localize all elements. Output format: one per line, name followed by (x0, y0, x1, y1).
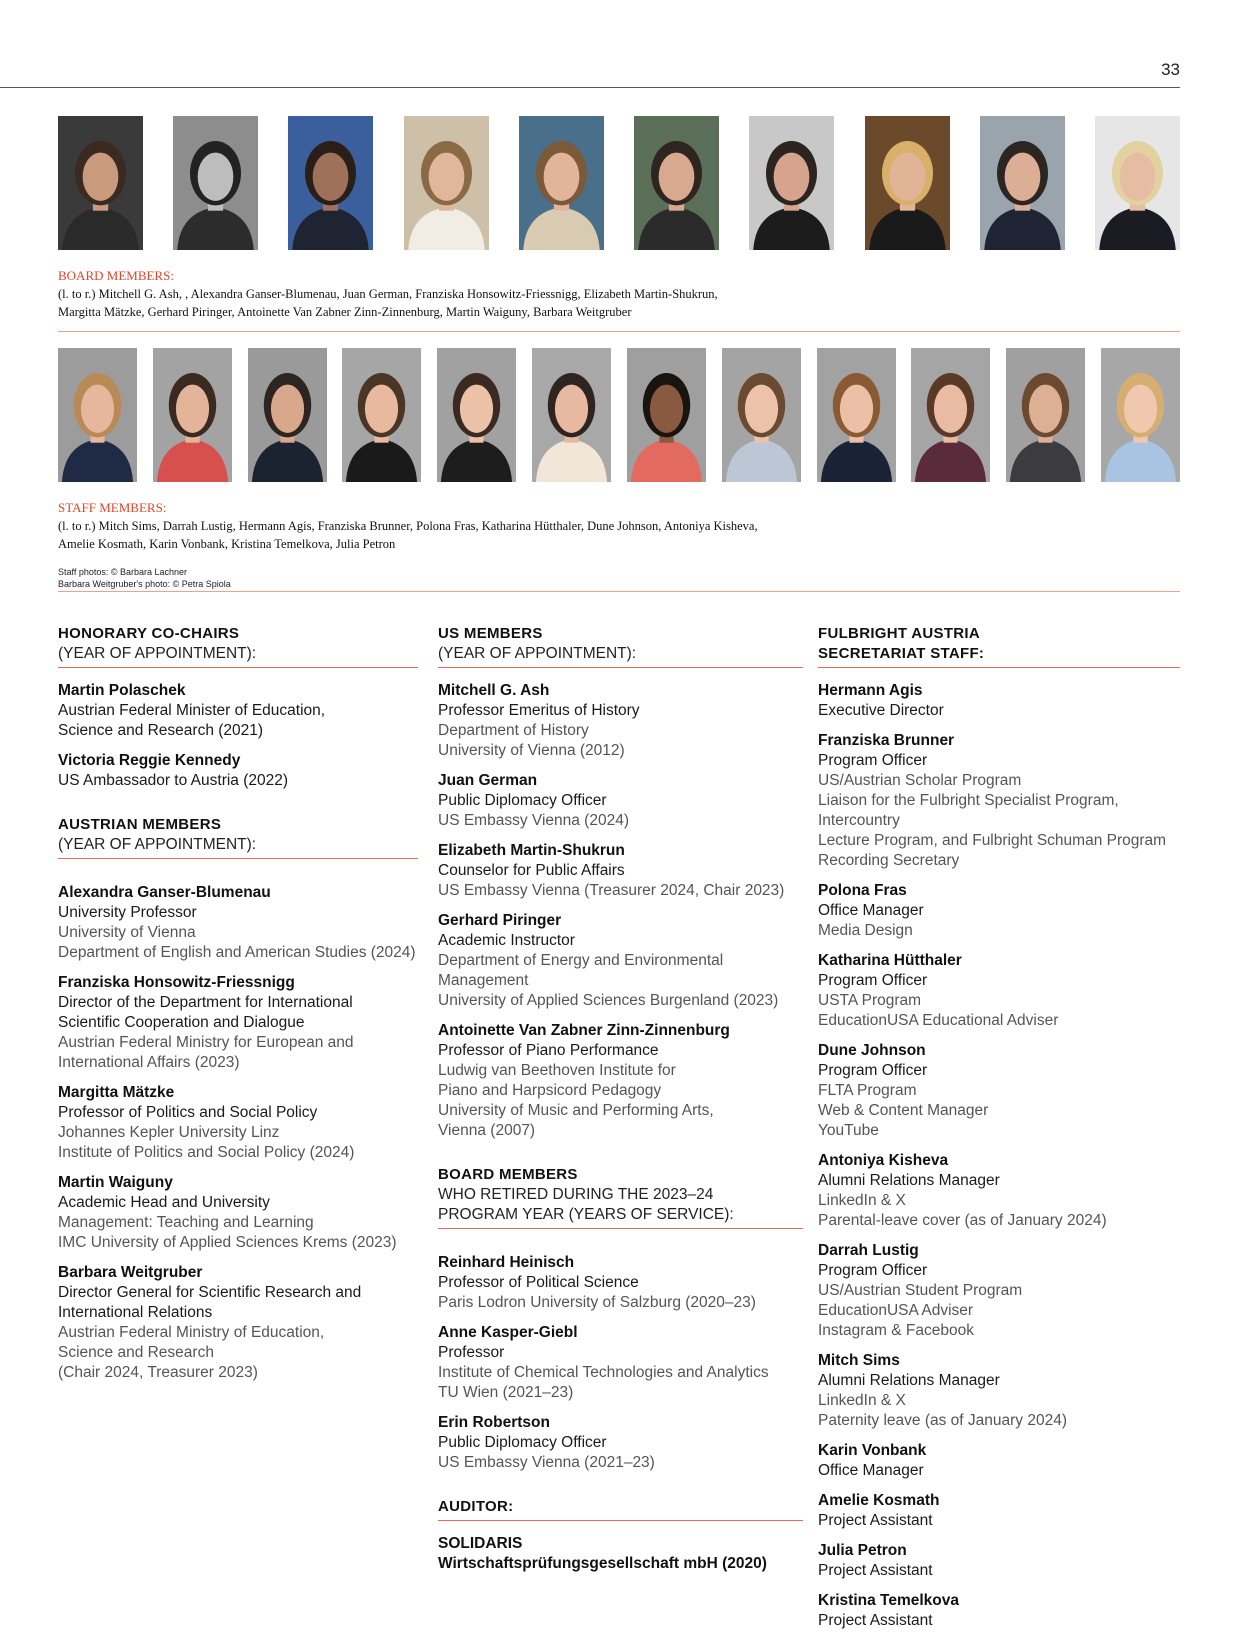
member-affiliation: Institute of Politics and Social Policy (2024) (58, 1144, 355, 1161)
member-name: Margitta Mätzke (58, 1084, 175, 1101)
member-affiliation: US Embassy Vienna (Treasurer 2024, Chair 2023) (438, 882, 785, 899)
member-role: Scientific Cooperation and Dialogue (58, 1014, 305, 1031)
member-entry (58, 883, 418, 963)
section-rule (58, 858, 418, 859)
board-caption-line: Margitta Mätzke, Gerhard Piringer, Antoinette Van Zabner Zinn-Zinnenburg, Martin Waiguny, Barbara Weitgruber (58, 305, 632, 319)
member-name: Polona Fras (818, 882, 907, 899)
portrait-photo (865, 116, 950, 250)
member-entry (438, 771, 803, 831)
portrait-photo (911, 348, 990, 482)
portrait-photo (817, 348, 896, 482)
member-entry (58, 1173, 418, 1253)
section-heading: SECRETARIAT STAFF: (818, 645, 985, 662)
member-name: Antoinette Van Zabner Zinn-Zinnenburg (438, 1022, 730, 1039)
auditor-name: SOLIDARIS (438, 1535, 523, 1552)
member-entry (438, 1413, 803, 1473)
divider (58, 331, 1180, 332)
member-entry (818, 681, 1180, 721)
member-role: Program Officer (818, 1062, 928, 1079)
portrait-photo (58, 348, 137, 482)
member-affiliation: Lecture Program, and Fulbright Schuman Program (818, 832, 1167, 849)
member-role: Director of the Department for International (58, 994, 353, 1011)
board-caption-title: BOARD MEMBERS: (58, 268, 174, 283)
section-heading: BOARD MEMBERS (438, 1166, 578, 1183)
member-affiliation: Department of English and American Studies (2024) (58, 944, 416, 961)
section-subheading: PROGRAM YEAR (YEARS OF SERVICE): (438, 1206, 734, 1223)
member-affiliation: Austrian Federal Ministry for European and (58, 1034, 354, 1051)
member-affiliation: Management: Teaching and Learning (58, 1214, 314, 1231)
member-affiliation: Web & Content Manager (818, 1102, 989, 1119)
member-role: Professor of Piano Performance (438, 1042, 659, 1059)
member-entry (438, 681, 803, 761)
member-affiliation: US/Austrian Student Program (818, 1282, 1023, 1299)
divider (58, 591, 1180, 592)
member-name: Franziska Brunner (818, 732, 955, 749)
section-subheading: (YEAR OF APPOINTMENT): (58, 645, 257, 662)
member-affiliation: Ludwig van Beethoven Institute for (438, 1062, 676, 1079)
austrian-list (58, 883, 418, 1383)
portrait-photo (749, 116, 834, 250)
portrait-photo (1006, 348, 1085, 482)
member-role: Professor (438, 1344, 505, 1361)
member-entry (818, 1491, 1180, 1531)
member-affiliation: University of Music and Performing Arts, (438, 1102, 714, 1119)
portrait-photo (248, 348, 327, 482)
portrait-photo (532, 348, 611, 482)
member-affiliation: Liaison for the Fulbright Specialist Program, Intercountry (818, 792, 1119, 829)
member-entry (818, 1041, 1180, 1141)
member-role: Project Assistant (818, 1512, 933, 1529)
member-entry (438, 1323, 803, 1403)
portrait-photo (404, 116, 489, 250)
staff-caption-title: STAFF MEMBERS: (58, 500, 167, 515)
section-rule (438, 1228, 803, 1229)
member-role: US Ambassador to Austria (2022) (58, 772, 289, 789)
portrait-photo (58, 116, 143, 250)
page-number: 33 (1161, 60, 1180, 79)
member-role: Professor Emeritus of History (438, 702, 640, 719)
board-caption-line: (l. to r.) Mitchell G. Ash, , Alexandra Ganser-Blumenau, Juan German, Franziska Honsowitz-Friessnigg, Elizabeth Martin-Shukrun, (58, 287, 718, 301)
member-name: Amelie Kosmath (818, 1492, 940, 1509)
member-affiliation: International Affairs (2023) (58, 1054, 240, 1071)
member-name: Juan German (438, 772, 538, 789)
portrait-photo (519, 116, 604, 250)
portrait-photo (980, 116, 1065, 250)
member-name: Mitch Sims (818, 1352, 900, 1369)
member-name: Julia Petron (818, 1542, 907, 1559)
member-role: Science and Research (2021) (58, 722, 264, 739)
section-heading: AUDITOR: (438, 1498, 514, 1515)
member-entry (818, 881, 1180, 941)
member-affiliation: Department of History (438, 722, 589, 739)
member-role: University Professor (58, 904, 197, 921)
member-affiliation: Austrian Federal Ministry of Education, (58, 1324, 325, 1341)
member-role: Office Manager (818, 902, 924, 919)
member-entry (58, 1263, 418, 1383)
portrait-photo (173, 116, 258, 250)
secretariat-list (818, 681, 1180, 1631)
credit-line: Staff photos: © Barbara Lachner (58, 567, 188, 577)
member-affiliation: Science and Research (58, 1344, 214, 1361)
member-role: International Relations (58, 1304, 213, 1321)
member-affiliation: YouTube (818, 1122, 879, 1139)
member-name: Mitchell G. Ash (438, 682, 550, 699)
honorary-list (58, 681, 418, 791)
member-affiliation: Paris Lodron University of Salzburg (2020–23) (438, 1294, 756, 1311)
member-affiliation: (Chair 2024, Treasurer 2023) (58, 1364, 258, 1381)
member-role: Academic Instructor (438, 932, 575, 949)
member-entry (818, 1351, 1180, 1431)
member-role: Professor of Political Science (438, 1274, 639, 1291)
portrait-photo (722, 348, 801, 482)
member-affiliation: USTA Program (818, 992, 922, 1009)
section-subheading: (YEAR OF APPOINTMENT): (58, 836, 257, 853)
portrait-photo (634, 116, 719, 250)
staff-caption-line: Amelie Kosmath, Karin Vonbank, Kristina Temelkova, Julia Petron (58, 537, 396, 551)
member-affiliation: Recording Secretary (818, 852, 960, 869)
member-role: Program Officer (818, 1262, 928, 1279)
member-affiliation: FLTA Program (818, 1082, 917, 1099)
member-role: Austrian Federal Minister of Education, (58, 702, 326, 719)
member-affiliation: Instagram & Facebook (818, 1322, 974, 1339)
member-name: Barbara Weitgruber (58, 1264, 203, 1281)
member-affiliation: University of Applied Sciences Burgenland (2023) (438, 992, 779, 1009)
member-entry (818, 1151, 1180, 1231)
member-role: Public Diplomacy Officer (438, 792, 607, 809)
member-role: Alumni Relations Manager (818, 1172, 1000, 1189)
section-rule (438, 667, 803, 668)
member-entry (818, 1541, 1180, 1581)
member-role: Project Assistant (818, 1562, 933, 1579)
member-role: Executive Director (818, 702, 944, 719)
member-entry (818, 1591, 1180, 1631)
portrait-photo (627, 348, 706, 482)
section-rule (818, 667, 1180, 668)
us-list (438, 681, 803, 1141)
member-affiliation: University of Vienna (58, 924, 196, 941)
member-affiliation: US Embassy Vienna (2021–23) (438, 1454, 655, 1471)
portrait-photo (437, 348, 516, 482)
member-role: Alumni Relations Manager (818, 1372, 1000, 1389)
staff-caption-line: (l. to r.) Mitch Sims, Darrah Lustig, Hermann Agis, Franziska Brunner, Polona Fras, Katharina Hütthaler, Dune Johnson, Antoniya Kisheva, (58, 519, 758, 533)
member-name: Erin Robertson (438, 1414, 550, 1431)
member-name: Anne Kasper-Giebl (438, 1324, 578, 1341)
member-affiliation: LinkedIn & X (818, 1392, 906, 1409)
member-affiliation: Johannes Kepler University Linz (58, 1124, 280, 1141)
member-affiliation: LinkedIn & X (818, 1192, 906, 1209)
member-name: Reinhard Heinisch (438, 1254, 575, 1271)
member-role: Office Manager (818, 1462, 924, 1479)
member-affiliation: EducationUSA Educational Adviser (818, 1012, 1059, 1029)
member-affiliation: EducationUSA Adviser (818, 1302, 974, 1319)
member-affiliation: Parental-leave cover (as of January 2024) (818, 1212, 1107, 1229)
section-heading: AUSTRIAN MEMBERS (58, 816, 222, 833)
section-heading: FULBRIGHT AUSTRIA (818, 625, 981, 642)
credit-line: Barbara Weitgruber's photo: © Petra Spiola (58, 579, 231, 589)
member-entry (818, 731, 1180, 871)
member-affiliation: Paternity leave (as of January 2024) (818, 1412, 1067, 1429)
staff-caption (58, 499, 758, 553)
member-name: Martin Polaschek (58, 682, 186, 699)
member-role: Project Assistant (818, 1612, 933, 1629)
member-name: Alexandra Ganser-Blumenau (58, 884, 271, 901)
auditor-name: Wirtschaftsprüfungsgesellschaft mbH (2020) (438, 1555, 767, 1572)
portrait-photo (1095, 116, 1180, 250)
member-name: Darrah Lustig (818, 1242, 919, 1259)
member-entry (438, 911, 803, 1011)
member-affiliation: Department of Energy and Environmental Management (438, 952, 724, 989)
member-affiliation: Vienna (2007) (438, 1122, 536, 1139)
section-rule (438, 1520, 803, 1521)
member-affiliation: US/Austrian Scholar Program (818, 772, 1022, 789)
section-subheading: WHO RETIRED DURING THE 2023–24 (438, 1186, 714, 1203)
section-heading: US MEMBERS (438, 625, 543, 642)
column-secretariat (818, 624, 1180, 1641)
board-caption (58, 267, 718, 321)
member-affiliation: Media Design (818, 922, 913, 939)
member-role: Academic Head and University (58, 1194, 270, 1211)
member-entry (818, 951, 1180, 1031)
member-name: Dune Johnson (818, 1042, 926, 1059)
column-us-retired (438, 624, 803, 1574)
member-entry (58, 681, 418, 741)
member-entry (58, 751, 418, 791)
member-entry (438, 841, 803, 901)
staff-photo-row (58, 348, 1180, 482)
member-name: Victoria Reggie Kennedy (58, 752, 241, 769)
member-affiliation: TU Wien (2021–23) (438, 1384, 574, 1401)
member-role: Professor of Politics and Social Policy (58, 1104, 318, 1121)
member-name: Martin Waiguny (58, 1174, 173, 1191)
member-entry (818, 1241, 1180, 1341)
member-role: Director General for Scientific Research and (58, 1284, 362, 1301)
member-entry (438, 1253, 803, 1313)
member-name: Elizabeth Martin-Shukrun (438, 842, 625, 859)
member-role: Public Diplomacy Officer (438, 1434, 607, 1451)
member-name: Hermann Agis (818, 682, 923, 699)
retired-list (438, 1253, 803, 1473)
member-entry (58, 1083, 418, 1163)
member-affiliation: University of Vienna (2012) (438, 742, 625, 759)
portrait-photo (1101, 348, 1180, 482)
member-name: Gerhard Piringer (438, 912, 562, 929)
portrait-photo (153, 348, 232, 482)
photo-credits (58, 566, 231, 590)
header-rule (0, 87, 1180, 88)
member-entry (58, 973, 418, 1073)
member-affiliation: US Embassy Vienna (2024) (438, 812, 629, 829)
member-name: Karin Vonbank (818, 1442, 927, 1459)
member-affiliation: IMC University of Applied Sciences Krems (2023) (58, 1234, 397, 1251)
board-photo-row (58, 116, 1180, 250)
member-name: Katharina Hütthaler (818, 952, 962, 969)
member-affiliation: Piano and Harpsicord Pedagogy (438, 1082, 662, 1099)
member-role: Counselor for Public Affairs (438, 862, 625, 879)
member-entry (818, 1441, 1180, 1481)
member-affiliation: Institute of Chemical Technologies and Analytics (438, 1364, 769, 1381)
portrait-photo (288, 116, 373, 250)
column-honorary-austrian (58, 624, 418, 1393)
member-role: Program Officer (818, 972, 928, 989)
member-entry (438, 1021, 803, 1141)
portrait-photo (342, 348, 421, 482)
section-heading: HONORARY CO-CHAIRS (58, 625, 240, 642)
section-rule (58, 667, 418, 668)
section-subheading: (YEAR OF APPOINTMENT): (438, 645, 637, 662)
member-name: Antoniya Kisheva (818, 1152, 949, 1169)
member-name: Franziska Honsowitz-Friessnigg (58, 974, 295, 991)
member-role: Program Officer (818, 752, 928, 769)
member-name: Kristina Temelkova (818, 1592, 959, 1609)
